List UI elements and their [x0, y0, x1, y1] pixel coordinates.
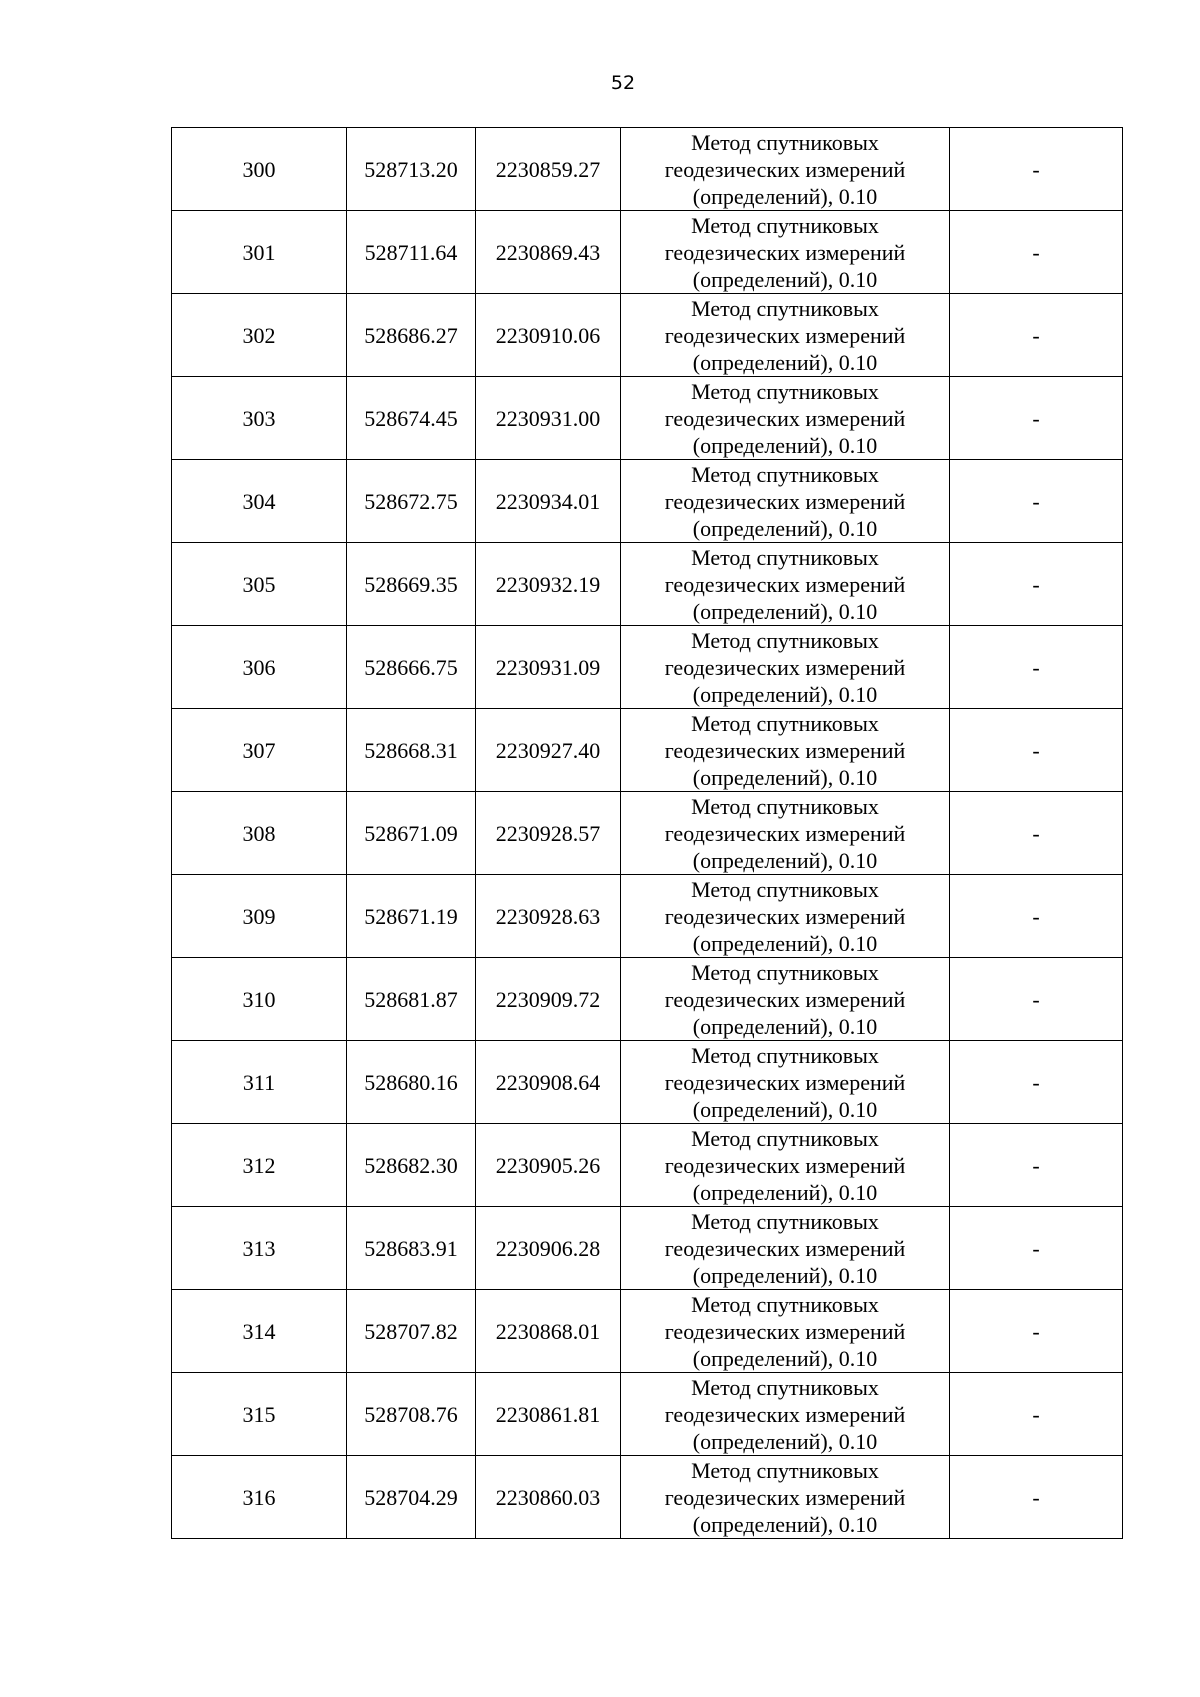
y-coordinate-cell: 2230927.40	[476, 709, 621, 792]
y-coordinate-cell: 2230861.81	[476, 1373, 621, 1456]
x-coordinate-cell: 528671.19	[347, 875, 476, 958]
table-row	[172, 377, 1123, 460]
table-row	[172, 128, 1123, 211]
table-row	[172, 958, 1123, 1041]
note-cell: -	[950, 626, 1123, 709]
method-cell	[621, 1373, 950, 1456]
method-cell	[621, 875, 950, 958]
method-text-line: (определений), 0.10	[692, 183, 878, 209]
point-number-cell: 302	[172, 294, 347, 377]
method-text-line: Метод спутниковых	[691, 627, 879, 653]
method-text-line: геодезических измерений	[664, 654, 906, 680]
y-coordinate-cell: 2230928.57	[476, 792, 621, 875]
method-text-line: Метод спутниковых	[691, 793, 879, 819]
method-text-line: (определений), 0.10	[692, 432, 878, 458]
method-text-line: Метод спутниковых	[691, 378, 879, 404]
point-number-cell: 308	[172, 792, 347, 875]
method-text-line: Метод спутниковых	[691, 129, 879, 155]
method-text-line: геодезических измерений	[664, 1235, 906, 1261]
method-text-line: (определений), 0.10	[692, 515, 878, 541]
method-cell	[621, 294, 950, 377]
table-row	[172, 211, 1123, 294]
y-coordinate-cell: 2230909.72	[476, 958, 621, 1041]
note-cell: -	[950, 1290, 1123, 1373]
x-coordinate-cell: 528686.27	[347, 294, 476, 377]
point-number-cell: 312	[172, 1124, 347, 1207]
note-cell: -	[950, 958, 1123, 1041]
point-number-cell: 300	[172, 128, 347, 211]
y-coordinate-cell: 2230931.00	[476, 377, 621, 460]
point-number-cell: 314	[172, 1290, 347, 1373]
note-cell: -	[950, 377, 1123, 460]
point-number-cell: 313	[172, 1207, 347, 1290]
method-text-line: (определений), 0.10	[692, 1096, 878, 1122]
table-row	[172, 1290, 1123, 1373]
table-row	[172, 709, 1123, 792]
x-coordinate-cell: 528708.76	[347, 1373, 476, 1456]
method-text-line: геодезических измерений	[664, 571, 906, 597]
table-row	[172, 1207, 1123, 1290]
page-number: 52	[610, 72, 636, 94]
method-text-line: Метод спутниковых	[691, 1291, 879, 1317]
method-cell	[621, 128, 950, 211]
x-coordinate-cell: 528682.30	[347, 1124, 476, 1207]
y-coordinate-cell: 2230934.01	[476, 460, 621, 543]
method-text-line: Метод спутниковых	[691, 1125, 879, 1151]
point-number-cell: 301	[172, 211, 347, 294]
method-text-line: (определений), 0.10	[692, 1428, 878, 1454]
y-coordinate-cell: 2230859.27	[476, 128, 621, 211]
method-text-line: геодезических измерений	[664, 1152, 906, 1178]
method-text-line: геодезических измерений	[664, 239, 906, 265]
method-text-line: Метод спутниковых	[691, 876, 879, 902]
point-number-cell: 311	[172, 1041, 347, 1124]
x-coordinate-cell: 528711.64	[347, 211, 476, 294]
x-coordinate-cell: 528669.35	[347, 543, 476, 626]
method-text-line: (определений), 0.10	[692, 764, 878, 790]
note-cell: -	[950, 1373, 1123, 1456]
table-row	[172, 792, 1123, 875]
y-coordinate-cell: 2230905.26	[476, 1124, 621, 1207]
table-row	[172, 294, 1123, 377]
method-text-line: геодезических измерений	[664, 1484, 906, 1510]
method-text-line: (определений), 0.10	[692, 847, 878, 873]
table-row	[172, 1041, 1123, 1124]
point-number-cell: 315	[172, 1373, 347, 1456]
method-text-line: Метод спутниковых	[691, 959, 879, 985]
method-text-line: (определений), 0.10	[692, 681, 878, 707]
note-cell: -	[950, 128, 1123, 211]
table-row	[172, 875, 1123, 958]
x-coordinate-cell: 528668.31	[347, 709, 476, 792]
method-cell	[621, 1207, 950, 1290]
coordinates-table	[171, 127, 1123, 1539]
table-row	[172, 543, 1123, 626]
y-coordinate-cell: 2230868.01	[476, 1290, 621, 1373]
method-text-line: (определений), 0.10	[692, 1511, 878, 1537]
method-text-line: Метод спутниковых	[691, 1042, 879, 1068]
method-text-line: (определений), 0.10	[692, 349, 878, 375]
method-text-line: геодезических измерений	[664, 986, 906, 1012]
table-row	[172, 1456, 1123, 1539]
method-text-line: геодезических измерений	[664, 1069, 906, 1095]
x-coordinate-cell: 528704.29	[347, 1456, 476, 1539]
note-cell: -	[950, 460, 1123, 543]
method-text-line: Метод спутниковых	[691, 1208, 879, 1234]
method-text-line: Метод спутниковых	[691, 1374, 879, 1400]
x-coordinate-cell: 528680.16	[347, 1041, 476, 1124]
method-cell	[621, 211, 950, 294]
y-coordinate-cell: 2230928.63	[476, 875, 621, 958]
method-cell	[621, 377, 950, 460]
note-cell: -	[950, 709, 1123, 792]
note-cell: -	[950, 1124, 1123, 1207]
method-text-line: геодезических измерений	[664, 405, 906, 431]
note-cell: -	[950, 1207, 1123, 1290]
method-text-line: геодезических измерений	[664, 1401, 906, 1427]
table-row	[172, 1373, 1123, 1456]
method-text-line: Метод спутниковых	[691, 544, 879, 570]
method-text-line: (определений), 0.10	[692, 1179, 878, 1205]
method-text-line: геодезических измерений	[664, 1318, 906, 1344]
table-row	[172, 1124, 1123, 1207]
method-cell	[621, 1041, 950, 1124]
x-coordinate-cell: 528683.91	[347, 1207, 476, 1290]
method-text-line: Метод спутниковых	[691, 1457, 879, 1483]
method-cell	[621, 709, 950, 792]
y-coordinate-cell: 2230910.06	[476, 294, 621, 377]
method-cell	[621, 460, 950, 543]
y-coordinate-cell: 2230932.19	[476, 543, 621, 626]
point-number-cell: 310	[172, 958, 347, 1041]
x-coordinate-cell: 528681.87	[347, 958, 476, 1041]
table-row	[172, 460, 1123, 543]
method-text-line: геодезических измерений	[664, 488, 906, 514]
method-text-line: Метод спутниковых	[691, 212, 879, 238]
method-text-line: (определений), 0.10	[692, 1013, 878, 1039]
method-text-line: Метод спутниковых	[691, 295, 879, 321]
note-cell: -	[950, 792, 1123, 875]
note-cell: -	[950, 543, 1123, 626]
point-number-cell: 305	[172, 543, 347, 626]
point-number-cell: 303	[172, 377, 347, 460]
method-text-line: геодезических измерений	[664, 156, 906, 182]
point-number-cell: 304	[172, 460, 347, 543]
method-text-line: (определений), 0.10	[692, 598, 878, 624]
method-text-line: Метод спутниковых	[691, 710, 879, 736]
point-number-cell: 306	[172, 626, 347, 709]
method-cell	[621, 1124, 950, 1207]
method-text-line: Метод спутниковых	[691, 461, 879, 487]
method-text-line: (определений), 0.10	[692, 266, 878, 292]
y-coordinate-cell: 2230908.64	[476, 1041, 621, 1124]
point-number-cell: 316	[172, 1456, 347, 1539]
x-coordinate-cell: 528666.75	[347, 626, 476, 709]
note-cell: -	[950, 294, 1123, 377]
note-cell: -	[950, 1456, 1123, 1539]
table-row	[172, 626, 1123, 709]
method-text-line: (определений), 0.10	[692, 930, 878, 956]
method-cell	[621, 626, 950, 709]
x-coordinate-cell: 528707.82	[347, 1290, 476, 1373]
method-text-line: геодезических измерений	[664, 903, 906, 929]
note-cell: -	[950, 1041, 1123, 1124]
y-coordinate-cell: 2230906.28	[476, 1207, 621, 1290]
note-cell: -	[950, 875, 1123, 958]
y-coordinate-cell: 2230869.43	[476, 211, 621, 294]
y-coordinate-cell: 2230931.09	[476, 626, 621, 709]
x-coordinate-cell: 528671.09	[347, 792, 476, 875]
method-cell	[621, 1290, 950, 1373]
x-coordinate-cell: 528713.20	[347, 128, 476, 211]
method-text-line: (определений), 0.10	[692, 1345, 878, 1371]
point-number-cell: 307	[172, 709, 347, 792]
x-coordinate-cell: 528674.45	[347, 377, 476, 460]
method-cell	[621, 543, 950, 626]
point-number-cell: 309	[172, 875, 347, 958]
method-text-line: геодезических измерений	[664, 322, 906, 348]
method-cell	[621, 1456, 950, 1539]
x-coordinate-cell: 528672.75	[347, 460, 476, 543]
method-cell	[621, 792, 950, 875]
method-text-line: (определений), 0.10	[692, 1262, 878, 1288]
method-text-line: геодезических измерений	[664, 820, 906, 846]
y-coordinate-cell: 2230860.03	[476, 1456, 621, 1539]
method-cell	[621, 958, 950, 1041]
note-cell: -	[950, 211, 1123, 294]
method-text-line: геодезических измерений	[664, 737, 906, 763]
